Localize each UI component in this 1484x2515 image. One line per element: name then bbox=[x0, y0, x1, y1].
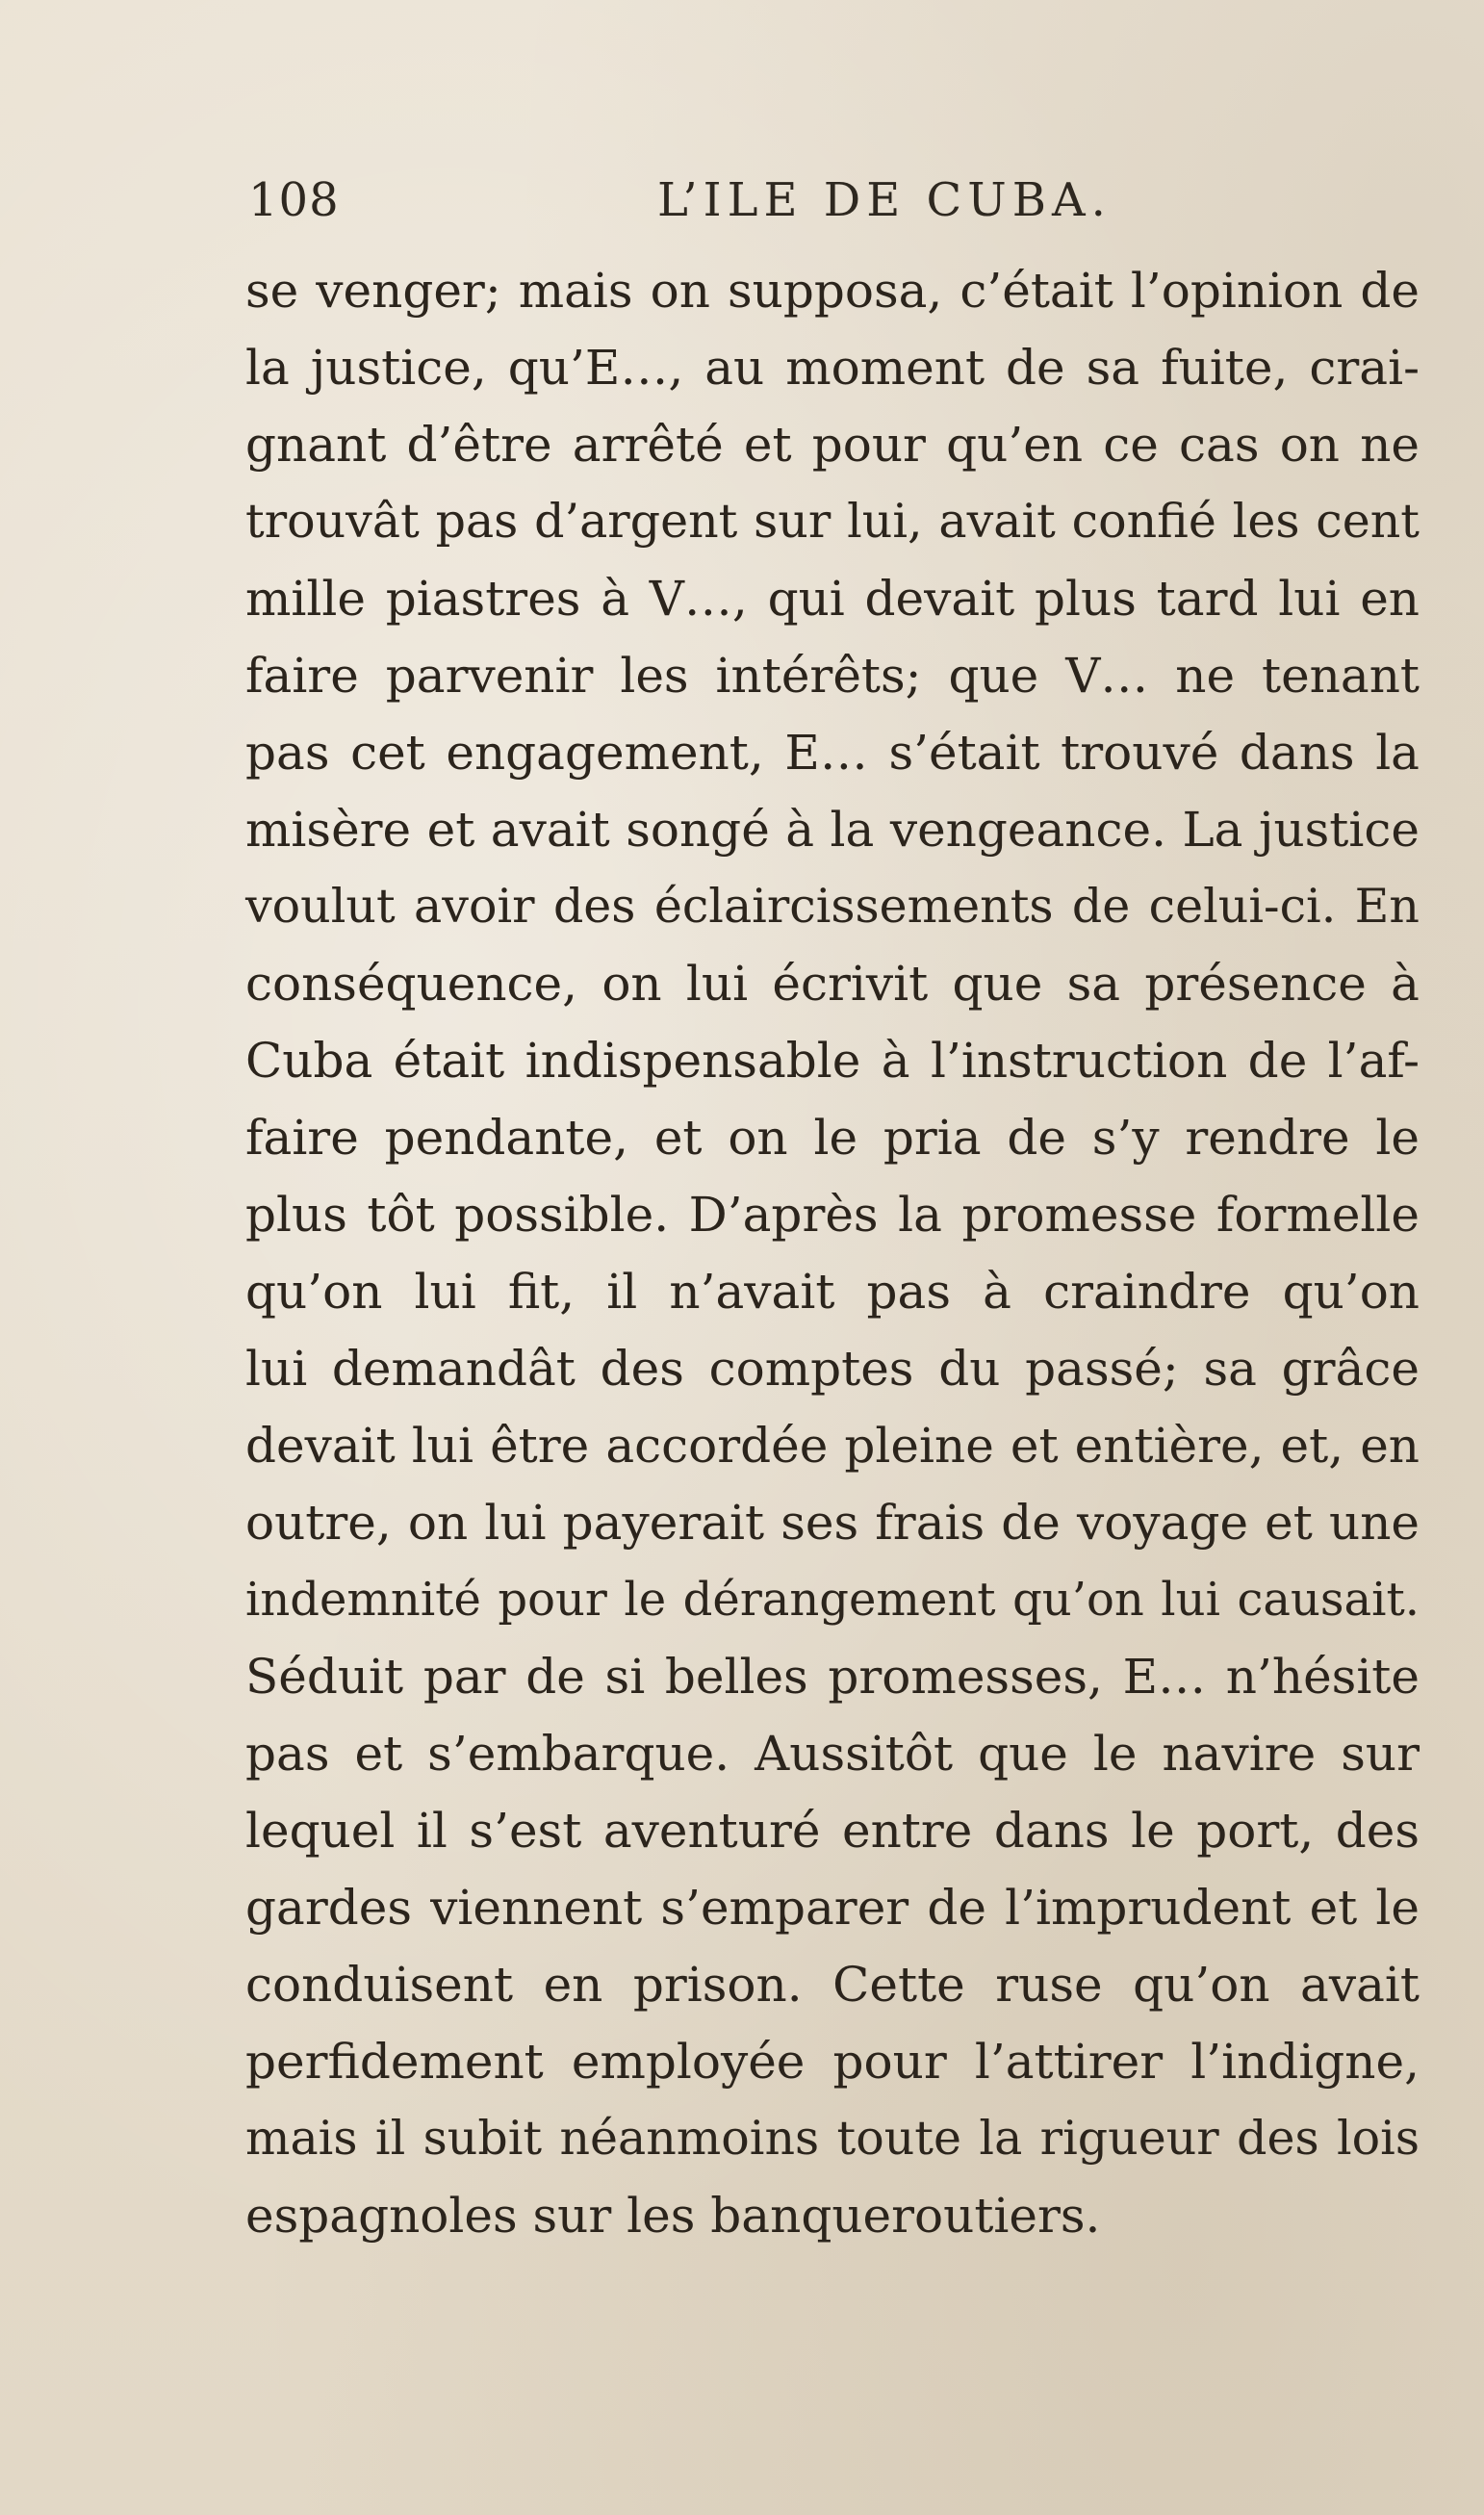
text-line: se venger; mais on supposa, c’était l’opinion de bbox=[245, 263, 1420, 319]
text-line: Cuba était indispensable à l’instruction de l’af- bbox=[245, 1033, 1420, 1089]
text-line: conduisent en prison. Cette ruse qu’on avait bbox=[245, 1957, 1420, 2013]
text-line: faire pendante, et on le pria de s’y rendre le bbox=[245, 1110, 1420, 1166]
text-line: lequel il s’est aventuré entre dans le port, des bbox=[245, 1803, 1420, 1859]
text-line: conséquence, on lui écrivit que sa présence à bbox=[245, 956, 1420, 1012]
text-line: espagnoles sur les banqueroutiers. bbox=[245, 2188, 1101, 2244]
text-line: Séduit par de si belles promesses, E… n’hésite bbox=[245, 1649, 1420, 1705]
page-number: 108 bbox=[248, 173, 340, 227]
text-line: pas et s’embarque. Aussitôt que le navire sur bbox=[245, 1726, 1420, 1782]
text-line: devait lui être accordée pleine et entière, et, en bbox=[245, 1418, 1420, 1474]
text-line: gardes viennent s’emparer de l’imprudent et le bbox=[245, 1880, 1420, 1936]
running-title: L’ILE DE CUBA. bbox=[657, 173, 1112, 227]
text-line: outre, on lui payerait ses frais de voyage et une bbox=[245, 1495, 1420, 1551]
text-line: misère et avait songé à la vengeance. La justice bbox=[245, 802, 1420, 858]
text-line: mais il subit néanmoins toute la rigueur des lois bbox=[245, 2111, 1420, 2166]
text-line: plus tôt possible. D’après la promesse formelle bbox=[245, 1187, 1420, 1243]
text-line: qu’on lui fit, il n’avait pas à craindre qu’on bbox=[245, 1264, 1420, 1320]
text-line: mille piastres à V…, qui devait plus tard lui en bbox=[245, 571, 1420, 627]
text-line: la justice, qu’E…, au moment de sa fuite, crai- bbox=[245, 340, 1420, 396]
text-line: lui demandât des comptes du passé; sa grâce bbox=[245, 1341, 1420, 1397]
text-line: indemnité pour le dérangement qu’on lui causait. bbox=[245, 1573, 1420, 1627]
text-line: trouvât pas d’argent sur lui, avait confié les cent bbox=[245, 494, 1420, 549]
text-line: pas cet engagement, E… s’était trouvé dans la bbox=[245, 725, 1420, 781]
text-line: voulut avoir des éclaircissements de celui-ci. En bbox=[245, 879, 1420, 934]
body-text bbox=[245, 252, 1420, 2254]
page-header bbox=[248, 173, 1418, 241]
text-line: faire parvenir les intérêts; que V… ne tenant bbox=[245, 648, 1420, 704]
text-line: gnant d’être arrêté et pour qu’en ce cas on ne bbox=[245, 417, 1420, 473]
text-line: perfidement employée pour l’attirer l’indigne, bbox=[245, 2034, 1420, 2090]
